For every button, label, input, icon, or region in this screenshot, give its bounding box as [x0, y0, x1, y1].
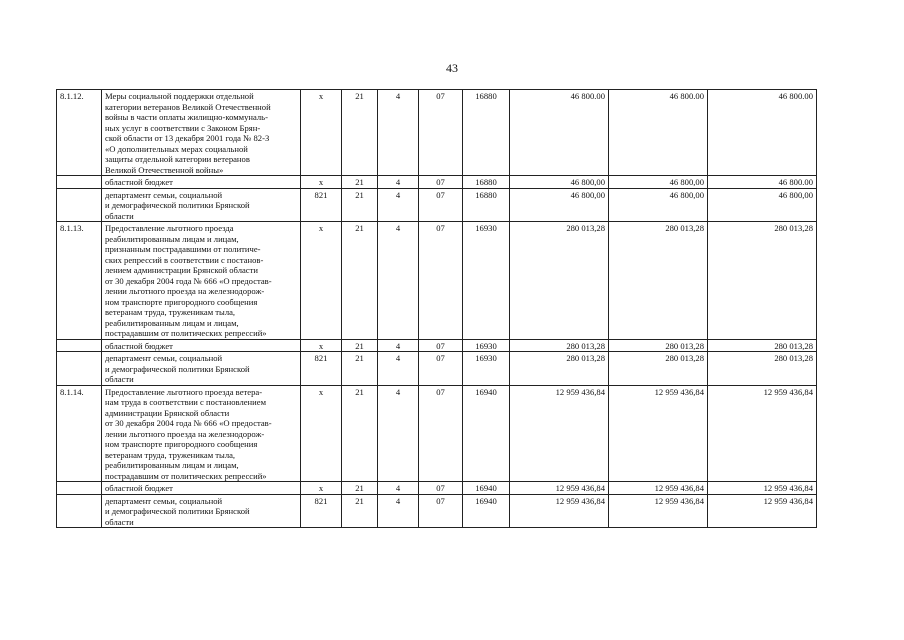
amount-year3-cell: 280 013,28 [708, 222, 817, 340]
description-cell [102, 90, 301, 176]
direction-code-cell: 16930 [463, 339, 510, 352]
section-code-cell: 07 [419, 188, 463, 222]
description-cell [102, 494, 301, 528]
description-line: категории ветеранов Великой Отечественной [105, 101, 271, 112]
amount-year2-cell: 12 959 436,84 [609, 482, 708, 495]
amount-year1-cell: 46 800,00 [510, 188, 609, 222]
section-code-cell: 07 [419, 222, 463, 340]
amount-year1-cell: 46 800,00 [510, 176, 609, 189]
description-line: лением администрации Брянской области [105, 265, 258, 275]
program-code-cell: 21 [342, 385, 378, 482]
amount-year3-cell: 280 013,28 [708, 352, 817, 386]
description-cell [102, 222, 301, 340]
description-line: Великой Отечественной войны» [105, 164, 224, 175]
description-line: области [105, 210, 134, 221]
subprogram-code-cell: 4 [378, 385, 419, 482]
description-line: администрации Брянской области [105, 407, 230, 418]
row-number-cell: 8.1.12. [57, 90, 102, 176]
description-line: войны в части оплаты жилищно-коммуналь- [105, 112, 268, 122]
direction-code-cell: 16880 [463, 188, 510, 222]
program-code-cell: 21 [342, 352, 378, 386]
description-cell [102, 188, 301, 222]
page-number: 43 [446, 61, 458, 75]
amount-year3-cell: 12 959 436,84 [708, 494, 817, 528]
description-line: департамент семьи, социальной [105, 353, 223, 363]
row-number-cell: 8.1.13. [57, 222, 102, 340]
description-line: ской области от 13 декабря 2001 года № 82-З [105, 133, 270, 143]
table-row [57, 339, 817, 352]
amount-year3-cell: 12 959 436,84 [708, 385, 817, 482]
amount-year2-cell: 12 959 436,84 [609, 494, 708, 528]
subprogram-code-cell: 4 [378, 188, 419, 222]
admin-code-cell: х [301, 90, 342, 176]
budget-table [56, 89, 817, 528]
admin-code-cell: х [301, 482, 342, 495]
description-line: области [105, 516, 134, 527]
table-row [57, 494, 817, 528]
direction-code-cell: 16880 [463, 176, 510, 189]
row-number-cell [57, 339, 102, 352]
description-line: реабилитированным лицам и лицам, [105, 317, 239, 328]
amount-year1-cell: 12 959 436,84 [510, 494, 609, 528]
description-line: ских репрессий в соответствии с постанов- [105, 254, 264, 265]
description-line: лении льготного проезда на железнодорож- [105, 286, 265, 296]
subprogram-code-cell: 4 [378, 222, 419, 340]
description-line: признанным пострадавшими от политиче- [105, 244, 261, 254]
amount-year1-cell: 280 013,28 [510, 352, 609, 386]
description-line: областной бюджет [105, 177, 173, 187]
section-code-cell: 07 [419, 352, 463, 386]
admin-code-cell: 821 [301, 352, 342, 386]
row-number-cell [57, 188, 102, 222]
amount-year1-cell: 12 959 436,84 [510, 482, 609, 495]
table-body [57, 90, 817, 528]
description-line: Меры социальной поддержки отдельной [105, 91, 254, 101]
amount-year3-cell: 280 013,28 [708, 339, 817, 352]
description-line: ных услуг в соответствии с Законом Брян- [105, 122, 261, 133]
amount-year2-cell: 280 013,28 [609, 222, 708, 340]
description-line: и демографической политики Брянской [105, 506, 250, 516]
admin-code-cell: х [301, 222, 342, 340]
program-code-cell: 21 [342, 222, 378, 340]
description-line: от 30 декабря 2004 года № 666 «О предостав- [105, 418, 272, 428]
description-line: лении льготного проезда на железнодорож- [105, 428, 265, 439]
subprogram-code-cell: 4 [378, 90, 419, 176]
direction-code-cell: 16930 [463, 352, 510, 386]
amount-year3-cell: 46 800.00 [708, 90, 817, 176]
description-line: Предоставление льготного проезда [105, 223, 234, 233]
table-row [57, 188, 817, 222]
program-code-cell: 21 [342, 494, 378, 528]
amount-year1-cell: 280 013,28 [510, 222, 609, 340]
program-code-cell: 21 [342, 339, 378, 352]
description-line: пострадавшим от политических репрессий» [105, 328, 267, 338]
description-line: реабилитированным лицам и лицам, [105, 460, 239, 470]
section-code-cell: 07 [419, 90, 463, 176]
program-code-cell: 21 [342, 176, 378, 189]
description-cell [102, 352, 301, 386]
amount-year2-cell: 46 800,00 [609, 188, 708, 222]
table-row [57, 352, 817, 386]
description-cell [102, 385, 301, 482]
row-number-cell [57, 352, 102, 386]
amount-year3-cell: 46 800.00 [708, 176, 817, 189]
direction-code-cell: 16940 [463, 385, 510, 482]
subprogram-code-cell: 4 [378, 482, 419, 495]
table-row [57, 482, 817, 495]
table-row [57, 385, 817, 482]
program-code-cell: 21 [342, 188, 378, 222]
row-number-cell [57, 494, 102, 528]
row-number-cell [57, 176, 102, 189]
description-line: ном транспорте пригородного сообщения [105, 296, 258, 307]
amount-year3-cell: 12 959 436,84 [708, 482, 817, 495]
direction-code-cell: 16880 [463, 90, 510, 176]
admin-code-cell: х [301, 385, 342, 482]
description-cell [102, 176, 301, 189]
amount-year1-cell: 280 013,28 [510, 339, 609, 352]
amount-year2-cell: 280 013,28 [609, 339, 708, 352]
table-row [57, 222, 817, 340]
description-line: «О дополнительных мерах социальной [105, 143, 248, 154]
description-line: от 30 декабря 2004 года № 666 «О предостав- [105, 275, 272, 286]
section-code-cell: 07 [419, 339, 463, 352]
description-line: и демографической политики Брянской [105, 363, 250, 374]
amount-year1-cell: 46 800.00 [510, 90, 609, 176]
direction-code-cell: 16930 [463, 222, 510, 340]
section-code-cell: 07 [419, 482, 463, 495]
description-line: защиты отдельной категории ветеранов [105, 154, 250, 164]
subprogram-code-cell: 4 [378, 176, 419, 189]
description-line: департамент семьи, социальной [105, 189, 223, 200]
amount-year2-cell: 46 800.00 [609, 90, 708, 176]
direction-code-cell: 16940 [463, 494, 510, 528]
table-row [57, 176, 817, 189]
section-code-cell: 07 [419, 494, 463, 528]
amount-year3-cell: 46 800,00 [708, 188, 817, 222]
description-cell [102, 339, 301, 352]
admin-code-cell: 821 [301, 188, 342, 222]
description-cell [102, 482, 301, 495]
row-number-cell: 8.1.14. [57, 385, 102, 482]
direction-code-cell: 16940 [463, 482, 510, 495]
admin-code-cell: х [301, 176, 342, 189]
description-line: пострадавшим от политических репрессий» [105, 470, 267, 481]
subprogram-code-cell: 4 [378, 339, 419, 352]
program-code-cell: 21 [342, 90, 378, 176]
section-code-cell: 07 [419, 385, 463, 482]
description-line: областной бюджет [105, 483, 173, 493]
subprogram-code-cell: 4 [378, 352, 419, 386]
amount-year2-cell: 46 800,00 [609, 176, 708, 189]
description-line: Предоставление льготного проезда ветера- [105, 386, 263, 397]
subprogram-code-cell: 4 [378, 494, 419, 528]
amount-year2-cell: 12 959 436,84 [609, 385, 708, 482]
amount-year2-cell: 280 013,28 [609, 352, 708, 386]
description-line: департамент семьи, социальной [105, 495, 223, 506]
section-code-cell: 07 [419, 176, 463, 189]
program-code-cell: 21 [342, 482, 378, 495]
description-line: области [105, 374, 134, 384]
description-line: и демографической политики Брянской [105, 200, 250, 210]
table-row [57, 90, 817, 176]
description-line: областной бюджет [105, 340, 173, 351]
description-line: нам труда в соответствии с постановлением [105, 397, 267, 407]
admin-code-cell: 821 [301, 494, 342, 528]
description-line: ветеранам труда, труженикам тыла, [105, 449, 236, 460]
description-line: ном транспорте пригородного сообщения [105, 439, 258, 449]
description-line: реабилитированным лицам и лицам, [105, 233, 239, 244]
description-line: ветеранам труда, труженикам тыла, [105, 307, 236, 317]
admin-code-cell: х [301, 339, 342, 352]
amount-year1-cell: 12 959 436,84 [510, 385, 609, 482]
row-number-cell [57, 482, 102, 495]
